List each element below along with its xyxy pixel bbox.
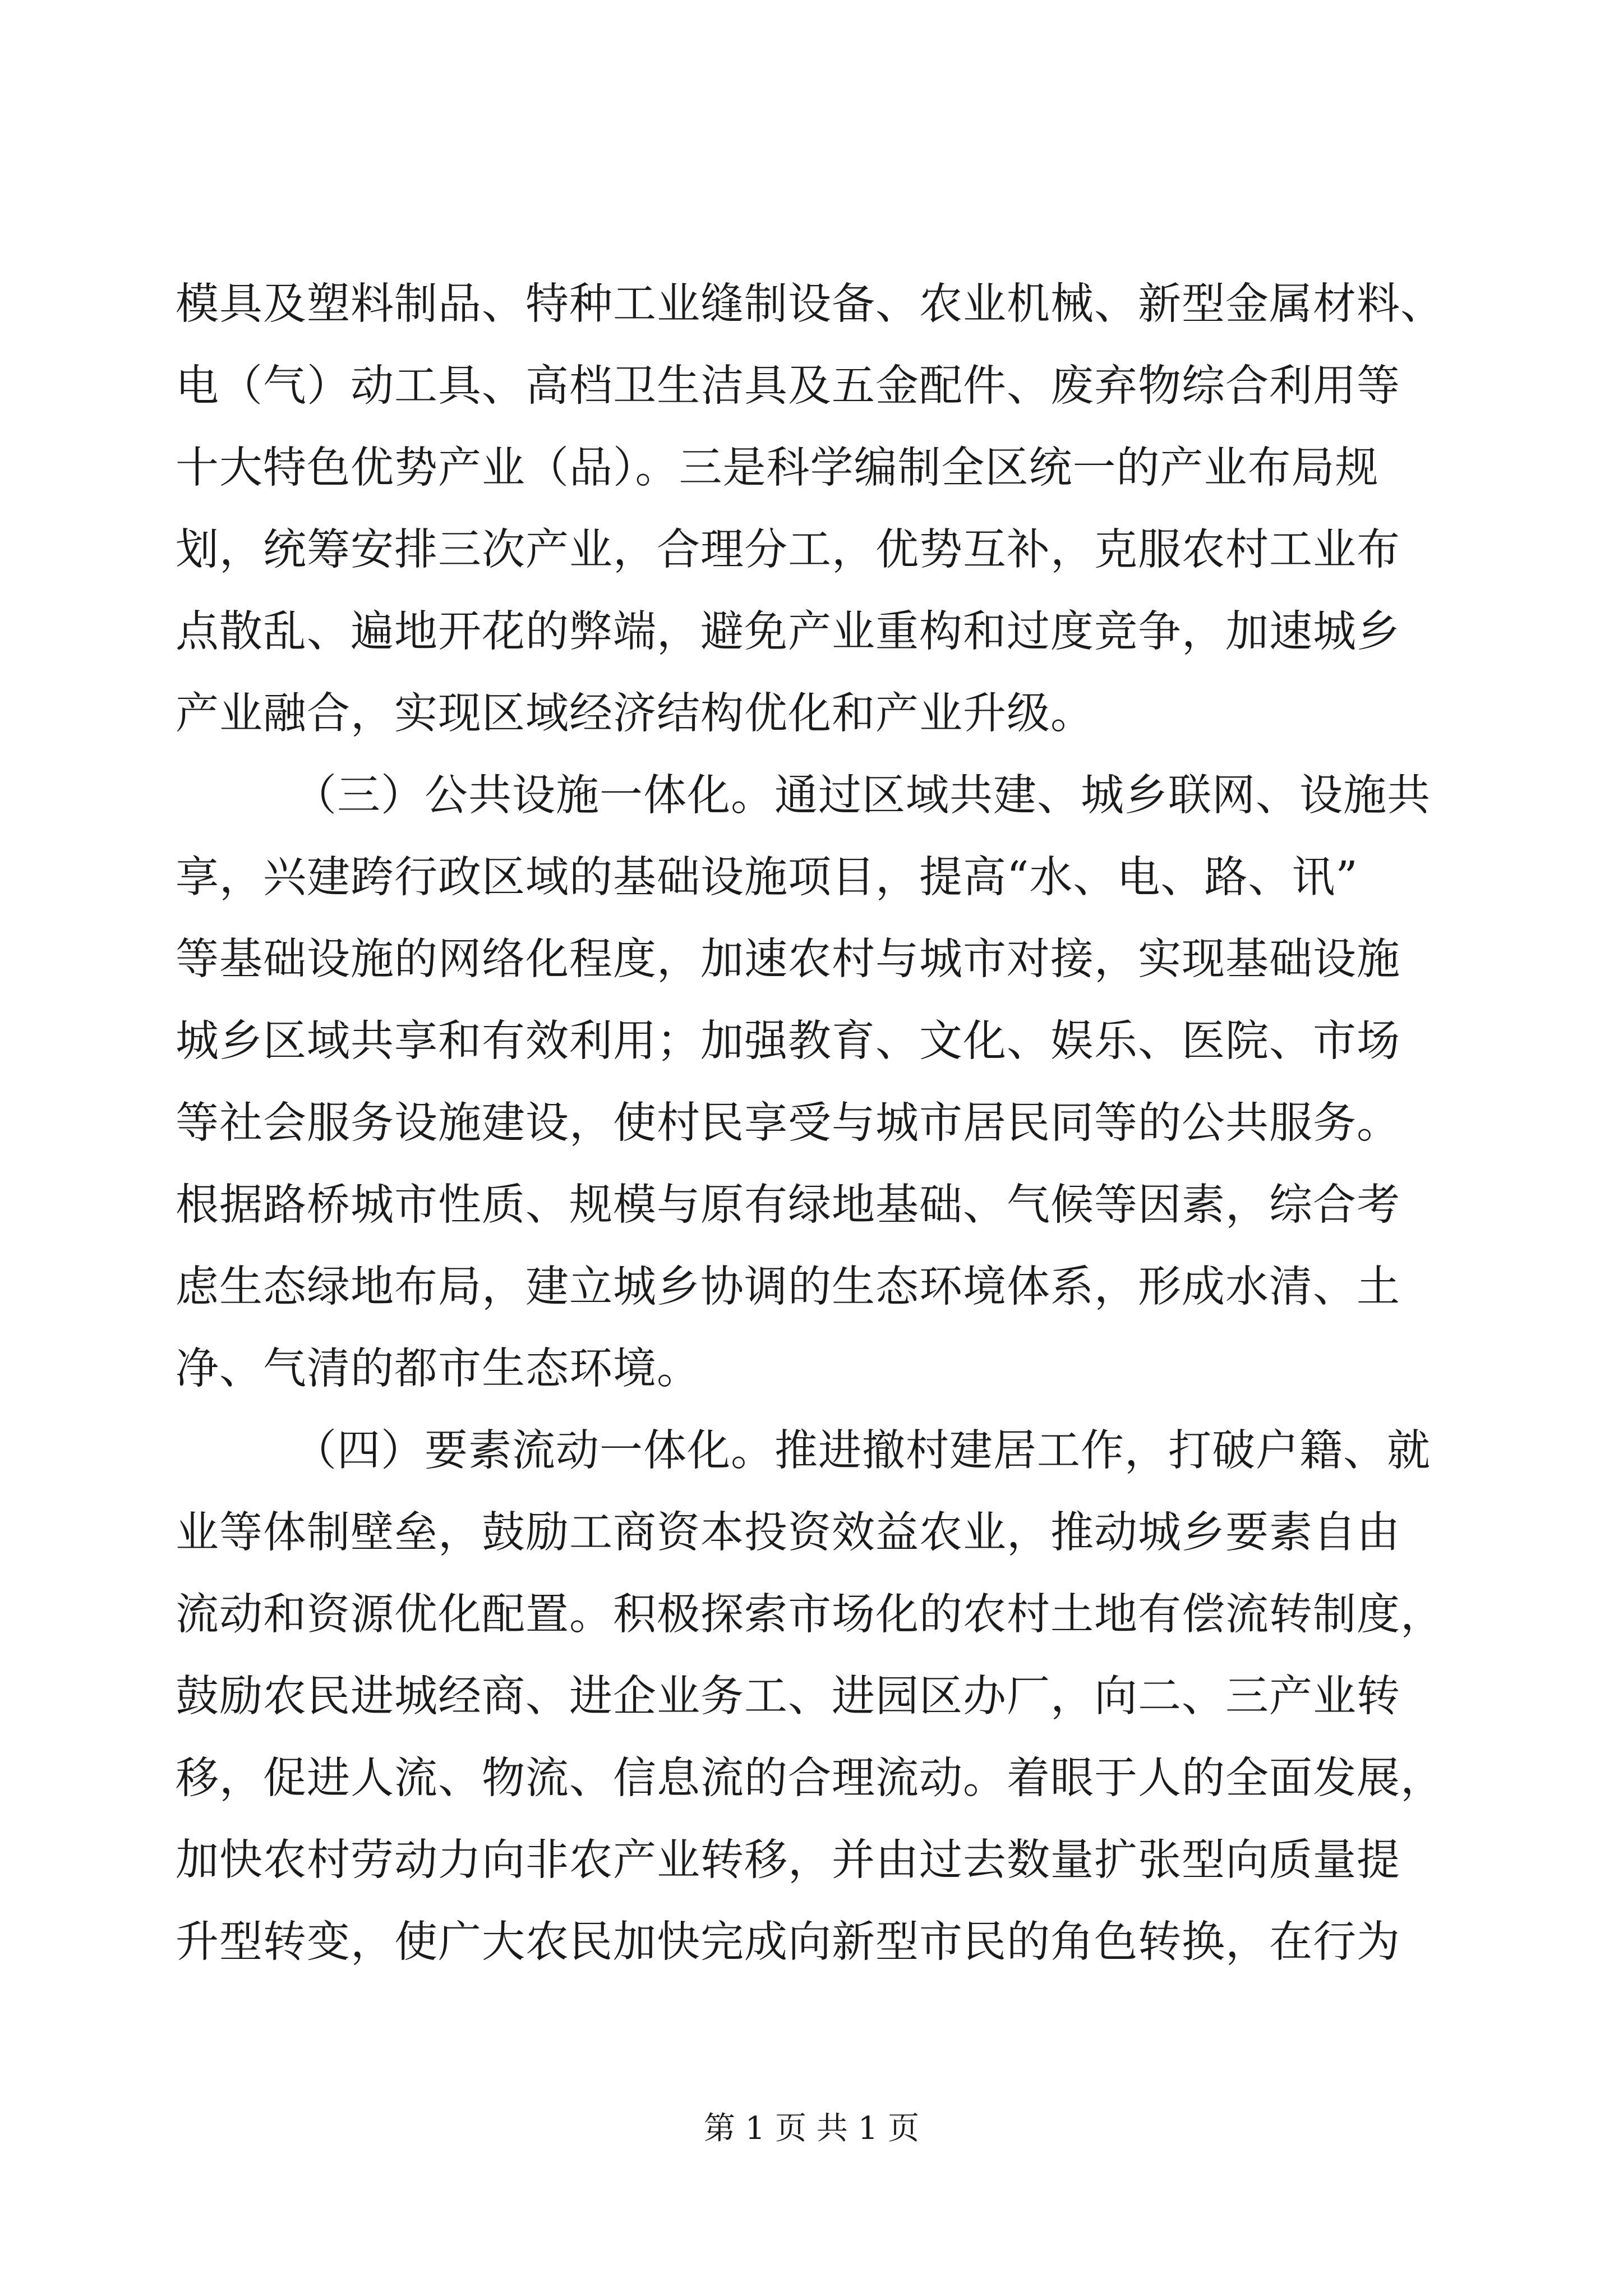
text-line: 根据路桥城市性质、规模与原有绿地基础、气候等因素，综合考 (176, 1180, 1400, 1230)
text-line: 升型转变，使广大农民加快完成向新型市民的角色转换，在行为 (176, 1917, 1400, 1967)
text-line: 模具及塑料制品、特种工业缝制设备、农业机械、新型金属材料、 (176, 279, 1444, 329)
text-line: 划，统筹安排三次产业，合理分工，优势互补，克服农村工业布 (176, 525, 1400, 575)
paragraph-2 (176, 755, 1454, 1410)
text-line: （四）要素流动一体化。推进撤村建居工作，打破户籍、就 (293, 1426, 1431, 1476)
document-body (176, 264, 1454, 1984)
text-line: 加快农村劳动力向非农产业转移，并由过去数量扩张型向质量提 (176, 1835, 1400, 1885)
text-line: 等社会服务设施建设，使村民享受与城市居民同等的公共服务。 (176, 1098, 1400, 1148)
page-number: 第 1 页 共 1 页 (703, 2110, 920, 2147)
text-line: 业等体制壁垒，鼓励工商资本投资效益农业，推动城乡要素自由 (176, 1508, 1400, 1558)
paragraph-1 (176, 264, 1454, 755)
text-line: 移，促进人流、物流、信息流的合理流动。着眼于人的全面发展， (176, 1754, 1444, 1803)
text-line: 点散乱、遍地开花的弊端，避免产业重构和过度竞争，加速城乡 (176, 607, 1400, 657)
text-line: 净、气清的都市生态环境。 (176, 1344, 700, 1394)
text-line: 鼓励农民进城经商、进企业务工、进园区办厂，向二、三产业转 (176, 1672, 1400, 1722)
text-line: 产业融合，实现区域经济结构优化和产业升级。 (176, 689, 1094, 739)
text-line: （三）公共设施一体化。通过区域共建、城乡联网、设施共 (293, 771, 1431, 821)
page-footer (0, 2104, 1623, 2148)
paragraph-3 (176, 1410, 1454, 1984)
text-line: 等基础设施的网络化程度，加速农村与城市对接，实现基础设施 (176, 935, 1400, 984)
text-line: 十大特色优势产业（品）。三是科学编制全区统一的产业布局规 (176, 443, 1379, 493)
text-line: 流动和资源优化配置。积极探索市场化的农村土地有偿流转制度， (176, 1590, 1444, 1640)
text-line: 享，兴建跨行政区域的基础设施项目，提高“水、电、路、讯” (176, 853, 1358, 903)
text-line: 电（气）动工具、高档卫生洁具及五金配件、废弃物综合利用等 (176, 361, 1400, 411)
text-line: 城乡区域共享和有效利用；加强教育、文化、娱乐、医院、市场 (176, 1016, 1400, 1066)
text-line: 虑生态绿地布局，建立城乡协调的生态环境体系，形成水清、土 (176, 1262, 1400, 1312)
